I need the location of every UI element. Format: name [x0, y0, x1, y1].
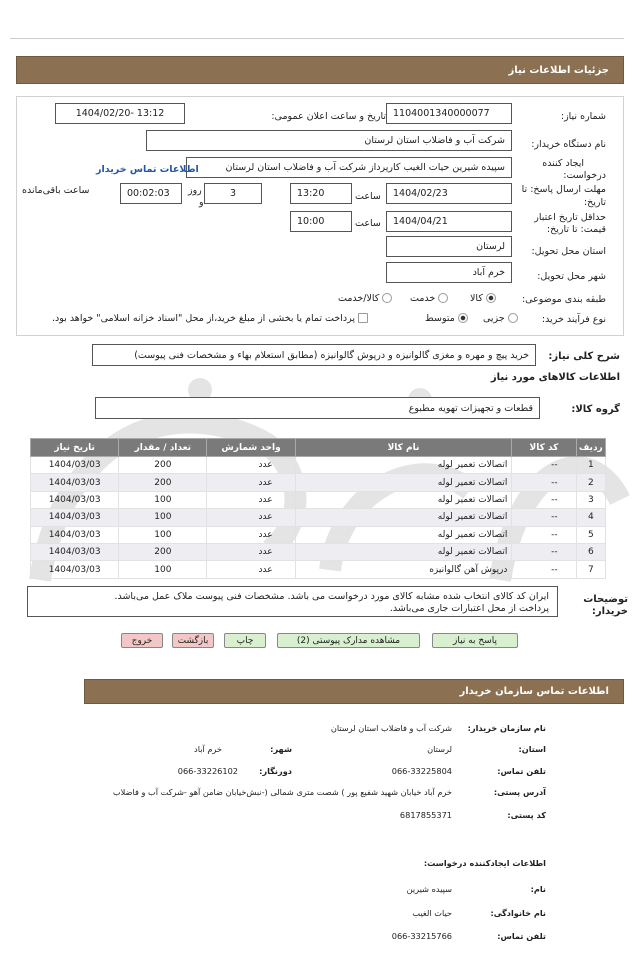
- table-cell: عدد: [207, 491, 295, 508]
- radio-selected-icon: [486, 293, 496, 303]
- contact-province-label: استان:: [518, 744, 546, 754]
- notes-line-2: پرداخت از محل اعتبارات جاری می‌باشد.: [389, 603, 549, 614]
- remaining-time-label: ساعت باقی‌مانده: [22, 185, 90, 196]
- remaining-time-field: 00:02:03: [120, 183, 182, 204]
- table-row: [31, 561, 606, 578]
- items-table: [30, 438, 606, 579]
- creator-field: سپیده شیرین حیات الغیب کارپرداز شرکت آب و فاضلاب استان لرستان: [186, 157, 512, 178]
- checkbox-icon: [358, 313, 368, 323]
- contact-org-value: شرکت آب و فاضلاب استان لرستان: [330, 723, 452, 733]
- table-cell: 100: [119, 561, 207, 578]
- city-label: شهر محل تحویل:: [537, 271, 606, 282]
- buyer-org-label: نام دستگاه خریدار:: [531, 139, 606, 150]
- table-cell: 1404/03/03: [31, 543, 119, 560]
- back-button[interactable]: بازگشت: [172, 633, 214, 648]
- table-row: [31, 474, 606, 491]
- notes-line-1: ایران کد کالای انتخاب شده مشابه کالای مورد درخواست می باشد. مشخصات فنی پیوست ملاک عمل می‌باشد.: [114, 591, 549, 602]
- treasury-payment-checkbox[interactable]: پرداخت تمام یا بخشی از مبلغ خرید،از محل "اسناد خزانه اسلامی" خواهد بود.: [52, 313, 368, 324]
- top-divider: [10, 38, 624, 39]
- creator-label-2: درخواست:: [563, 170, 606, 181]
- contact-postal-label: کد پستی:: [507, 810, 546, 820]
- process-option-minor[interactable]: جزیی: [483, 313, 518, 324]
- table-cell: درپوش آهن گالوانیزه: [295, 561, 512, 578]
- table-cell: اتصالات تعمیر لوله: [295, 509, 512, 526]
- contact-address-label: آدرس پستی:: [493, 787, 546, 797]
- table-row: [31, 526, 606, 543]
- radio-icon: [438, 293, 448, 303]
- contact-province-value: لرستان: [427, 744, 452, 754]
- table-cell: عدد: [207, 474, 295, 491]
- table-cell: --: [512, 509, 576, 526]
- summary-label: شرح کلی نیاز:: [548, 351, 620, 362]
- table-cell: 3: [576, 491, 605, 508]
- table-cell: عدد: [207, 543, 295, 560]
- table-cell: 1: [576, 457, 605, 474]
- days-label: روز: [188, 185, 202, 196]
- table-row: [31, 543, 606, 560]
- table-cell: 1404/03/03: [31, 561, 119, 578]
- table-cell: عدد: [207, 561, 295, 578]
- contact-city-value: خرم آباد: [194, 744, 222, 754]
- validity-label-2: قیمت: تا تاریخ:: [546, 224, 606, 235]
- category-option-service[interactable]: خدمت: [410, 293, 448, 304]
- table-cell: --: [512, 561, 576, 578]
- page-header: [16, 56, 624, 84]
- creator-last-name-value: حیات الغیب: [412, 908, 452, 918]
- reply-button[interactable]: پاسخ به نیاز: [432, 633, 518, 648]
- deadline-time-label: ساعت: [355, 191, 381, 202]
- deadline-time-field: 13:20: [290, 183, 352, 204]
- table-cell: 200: [119, 474, 207, 491]
- table-cell: 1404/03/03: [31, 526, 119, 543]
- radio-icon: [508, 313, 518, 323]
- creator-first-name-label: نام:: [530, 884, 546, 894]
- table-cell: 7: [576, 561, 605, 578]
- contact-org-label: نام سازمان خریدار:: [467, 723, 546, 733]
- col-code: کد کالا: [512, 439, 576, 457]
- table-cell: 100: [119, 526, 207, 543]
- table-cell: اتصالات تعمیر لوله: [295, 543, 512, 560]
- buyer-org-field: شرکت آب و فاضلاب استان لرستان: [146, 130, 512, 151]
- province-field: لرستان: [386, 236, 512, 257]
- table-cell: 1404/03/03: [31, 474, 119, 491]
- table-header-row: [31, 439, 606, 457]
- table-row: [31, 491, 606, 508]
- summary-field: خرید پیچ و مهره و مغزی گالوانیزه و درپوش گالوانیزه (مطابق استعلام بهاء و مشخصات فنی پیوست): [92, 344, 536, 366]
- city-field: خرم آباد: [386, 262, 512, 283]
- contact-fax-label: دورنگار:: [259, 766, 292, 776]
- table-cell: اتصالات تعمیر لوله: [295, 474, 512, 491]
- contact-phone-value: 066-33225804: [391, 766, 452, 776]
- deadline-label-1: مهلت ارسال پاسخ: تا: [521, 184, 606, 195]
- radio-selected-icon: [458, 313, 468, 323]
- validity-label-1: حداقل تاریخ اعتبار: [534, 212, 606, 223]
- validity-time-label: ساعت: [355, 218, 381, 229]
- col-unit: واحد شمارش: [207, 439, 295, 457]
- table-cell: 2: [576, 474, 605, 491]
- col-name: نام کالا: [295, 439, 512, 457]
- contact-title: اطلاعات تماس سازمان خریدار: [459, 686, 609, 697]
- col-row: ردیف: [576, 439, 605, 457]
- deadline-label-2: تاریخ:: [583, 197, 606, 208]
- creator-first-name-value: سپیده شیرین: [406, 884, 452, 894]
- creator-phone-label: تلفن تماس:: [497, 931, 546, 941]
- and-label: و: [199, 197, 204, 208]
- table-cell: 100: [119, 491, 207, 508]
- process-option-medium[interactable]: متوسط: [425, 313, 468, 324]
- need-number-label: شماره نیاز:: [560, 111, 606, 122]
- table-cell: عدد: [207, 457, 295, 474]
- goods-section-title: اطلاعات کالاهای مورد نیاز: [490, 372, 620, 383]
- contact-postal-value: 6817855371: [399, 810, 452, 820]
- table-cell: 200: [119, 457, 207, 474]
- contact-city-label: شهر:: [270, 744, 292, 754]
- table-cell: 200: [119, 543, 207, 560]
- print-button[interactable]: چاپ: [224, 633, 266, 648]
- page-title: جزئیات اطلاعات نیاز: [508, 64, 609, 76]
- table-cell: 1404/03/03: [31, 509, 119, 526]
- creator-phone-value: 066-33215766: [391, 931, 452, 941]
- table-cell: 1404/03/03: [31, 491, 119, 508]
- table-cell: --: [512, 491, 576, 508]
- notes-label-1: توضیحات: [583, 594, 628, 605]
- process-label: نوع فرآیند خرید:: [541, 314, 606, 325]
- exit-button[interactable]: خروج: [121, 633, 163, 648]
- contact-phone-label: تلفن تماس:: [497, 766, 546, 776]
- table-row: [31, 457, 606, 474]
- validity-time-field: 10:00: [290, 211, 352, 232]
- goods-group-label: گروه کالا:: [571, 404, 620, 415]
- table-cell: عدد: [207, 526, 295, 543]
- table-cell: 6: [576, 543, 605, 560]
- table-cell: --: [512, 543, 576, 560]
- creator-last-name-label: نام خانوادگی:: [490, 908, 546, 918]
- notes-box: [27, 586, 558, 617]
- category-option-both[interactable]: کالا/خدمت: [338, 293, 392, 304]
- table-cell: 5: [576, 526, 605, 543]
- table-cell: عدد: [207, 509, 295, 526]
- col-qty: تعداد / مقدار: [119, 439, 207, 457]
- creator-info-title: اطلاعات ایجادکننده درخواست:: [423, 858, 546, 868]
- table-cell: --: [512, 457, 576, 474]
- validity-date-field: 1404/04/21: [386, 211, 512, 232]
- table-cell: 1404/03/03: [31, 457, 119, 474]
- table-cell: --: [512, 474, 576, 491]
- col-date: تاریخ نیاز: [31, 439, 119, 457]
- table-cell: اتصالات تعمیر لوله: [295, 457, 512, 474]
- contact-address-value: خرم آباد خیابان شهید شفیع پور ) شصت متری شمالی (-نبش‌خیابان ضامن آهو -شرکت آب و فاضلاب: [112, 787, 452, 797]
- goods-group-field: قطعات و تجهیزات تهویه مطبوع: [95, 397, 540, 419]
- table-cell: اتصالات تعمیر لوله: [295, 491, 512, 508]
- creator-label-1: ایجاد کننده: [542, 158, 584, 169]
- table-cell: --: [512, 526, 576, 543]
- contact-header: [84, 679, 624, 704]
- attachments-button[interactable]: مشاهده مدارک پیوستی (2): [277, 633, 420, 648]
- announce-date-label: تاریخ و ساعت اعلان عمومی:: [271, 111, 386, 122]
- notes-label-2: خریدار:: [591, 606, 628, 617]
- days-remaining-field: 3: [204, 183, 262, 204]
- category-option-goods[interactable]: کالا: [470, 293, 496, 304]
- category-label: طبقه بندی موضوعی:: [521, 294, 606, 305]
- table-cell: 100: [119, 509, 207, 526]
- buyer-contact-link[interactable]: اطلاعات تماس خریدار: [96, 164, 199, 175]
- table-cell: 4: [576, 509, 605, 526]
- table-cell: اتصالات تعمیر لوله: [295, 526, 512, 543]
- table-row: [31, 509, 606, 526]
- province-label: استان محل تحویل:: [531, 246, 606, 257]
- announce-date-field: 1404/02/20- 13:12: [55, 103, 185, 124]
- need-number-field: 1104001340000077: [386, 103, 512, 124]
- radio-icon: [382, 293, 392, 303]
- deadline-date-field: 1404/02/23: [386, 183, 512, 204]
- contact-fax-value: 066-33226102: [177, 766, 238, 776]
